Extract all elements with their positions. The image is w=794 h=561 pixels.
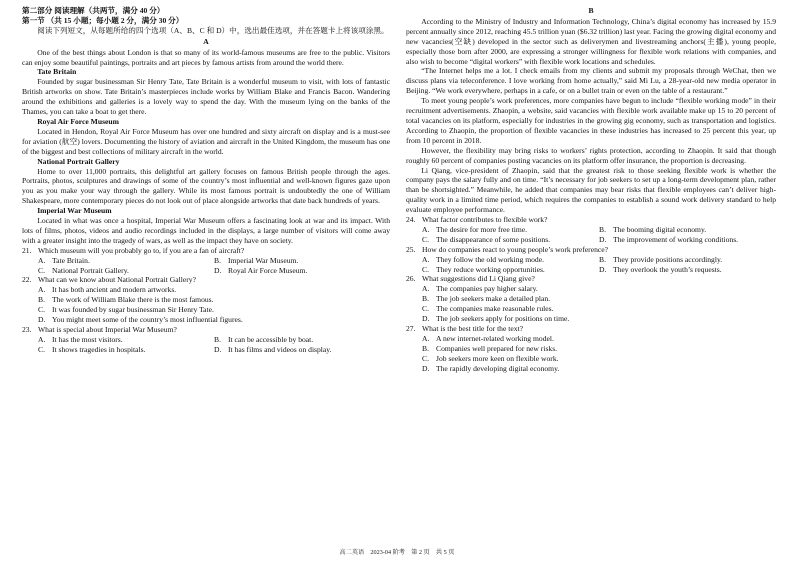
- question-stem: What is the best title for the text?: [422, 324, 524, 333]
- option-letter: C.: [422, 264, 429, 274]
- option-letter: A.: [38, 255, 46, 265]
- option-letter: B.: [599, 254, 606, 264]
- answer-option: [38, 295, 390, 305]
- option-letter: B.: [422, 294, 429, 304]
- answer-option: [214, 256, 390, 266]
- option-letter: C.: [38, 344, 45, 354]
- answer-option: [422, 314, 776, 324]
- passage-b-paragraph: According to the Ministry of Industry and Information Technology, China’s digital economy has increased by 15.9 percent annually since 2012, reaching 45.5 trillion yuan ($6.32 trillion) last year. Facing the growing digital economy and new vacancies(空缺) developed in the sector such as deliverymen and livestreaming anchors(主播), young people, especially those born after 2000, are expressing a stronger willingness for flexible work relations with companies, and also wish to become “digital workers” with flexible work locations and schedules.: [406, 16, 776, 66]
- answer-option: [422, 284, 776, 294]
- part-title: 第二部分 阅读理解（共两节，满分 40 分）: [22, 6, 165, 15]
- option-text: The improvement of working conditions.: [613, 234, 739, 244]
- option-letter: C.: [38, 265, 45, 275]
- passage-b-body: [406, 17, 776, 215]
- option-text: National Portrait Gallery.: [52, 265, 129, 275]
- option-text: Imperial War Museum.: [228, 255, 299, 265]
- left-column: [22, 6, 390, 355]
- passage-b-paragraph: To meet young people’s work preferences, more companies have begun to include “flexible working mode” in their recruitment advertisements. Zhaopin, a website, said vacancies with flexible work available make up 15 to 20 percent of total vacancies on its platform, especially for industries in the growing gig economy, such as transportation and logistics. According to Zhaopin, the proportion of flexible vacancies in these industries has increased to 25 percent this year, up from 10 percent in 2018.: [406, 96, 776, 145]
- answer-option: [599, 265, 776, 275]
- museum-description: Located in Hendon, Royal Air Force Museum has over one hundred and sixty aircraft on display and is a must-see for aviation (航空) lovers. Documenting the history of aviation and aircraft in the United Kingdom, the museum has one of the biggest and best collections of military aircraft in the world.: [22, 126, 390, 156]
- section-title: 第一节 （共 15 小题；每小题 2 分，满分 30 分）: [22, 15, 184, 25]
- option-letter: B.: [422, 343, 429, 353]
- option-text: They overlook the youth’s requests.: [613, 264, 722, 274]
- option-text: They reduce working opportunities.: [436, 264, 545, 274]
- answer-option: [38, 266, 214, 276]
- option-letter: A.: [422, 254, 430, 264]
- answer-option: [422, 265, 599, 275]
- option-text: It shows tragedies in hospitals.: [52, 344, 146, 354]
- page-footer: 高二英语 2023-04 阶考 第 2 页 共 5 页: [339, 548, 455, 556]
- answer-option: [38, 345, 214, 355]
- option-letter: D.: [214, 344, 222, 354]
- question-27: [406, 324, 776, 374]
- answer-option: [422, 334, 776, 344]
- option-text: The disappearance of some positions.: [436, 234, 551, 244]
- option-text: The job seekers apply for positions on time.: [436, 314, 570, 324]
- option-text: The work of William Blake there is the most famous.: [52, 295, 214, 305]
- museum-heading: Imperial War Museum: [37, 206, 112, 216]
- question-number: 26.: [406, 274, 416, 284]
- question-22: [22, 275, 390, 325]
- museum-description: Home to over 11,000 portraits, this delightful art gallery focuses on famous British people through the ages. Portraits, photos, sculptures and drawings of some of the country’s most influential and well-known figures gaze upon you as you make your way through the gallery. While its most famous portrait is undoubtedly the one of William Shakespeare, more contemporary pieces do not look out of place alongside artworks that date back hundreds of years.: [22, 166, 390, 206]
- option-text: A new internet-related working model.: [436, 333, 554, 343]
- option-letter: D.: [214, 265, 222, 275]
- option-list: [406, 255, 776, 275]
- question-stem: What suggestions did Li Qiang give?: [422, 274, 535, 284]
- option-text: It can be accessible by boat.: [228, 334, 314, 344]
- question-stem: How do companies react to young people’s work preference?: [422, 244, 608, 254]
- answer-option: [599, 225, 776, 235]
- answer-option: [214, 345, 390, 355]
- passage-b-paragraph: Li Qiang, vice-president of Zhaopin, said that the greatest risk to those seeking flexible work is whether the company pays the salary fully and on time. “It’s necessary for job seekers to set up a long-term development plan, rather than be shortsighted.” Meanwhile, he added that companies may bear risks that flexible employees can’t deliver high-quality work in a limited time period, which requires the companies to establish a sound work delivery standard to help evaluate employee performance.: [406, 165, 776, 215]
- question-stem: What is special about Imperial War Museum?: [38, 325, 177, 334]
- museum-description: Founded by sugar businessman Sir Henry Tate, Tate Britain is a wonderful museum to visit, with lots of fantastic British artworks on show. Tate Britain’s masterpieces include works by William Blake and Francis Bacon. Wandering around the exhibitions and galleries is a lovely way to spend the day. With the museum lying on the banks of the Thames, you can take a boat to get there.: [22, 77, 390, 117]
- option-text: Job seekers more keen on flexible work.: [436, 353, 559, 363]
- question-24: [406, 215, 776, 245]
- answer-option: [599, 235, 776, 245]
- option-list: [406, 284, 776, 324]
- question-23: [22, 325, 390, 355]
- passage-b-paragraph: However, the flexibility may bring risks to workers’ rights protection, according to Zhaopin. It said that though roughly 60 percent of companies posting vacancies on its platform offer insurance, the proportion is decreasing.: [406, 145, 776, 165]
- option-text: The booming digital economy.: [613, 224, 707, 234]
- option-text: The companies make reasonable rules.: [436, 304, 554, 314]
- option-letter: B.: [214, 334, 221, 344]
- option-letter: D.: [422, 314, 430, 324]
- answer-option: [38, 305, 390, 315]
- question-number: 24.: [406, 215, 416, 225]
- museum-description: Located in what was once a hospital, Imperial War Museum offers a fascinating look at war and its impact. With lots of films, photos, videos and audio recordings included in the displays, a large number of visitors will come away with a greater insight into the tragedy of wars, as well as the impact they have on society.: [22, 216, 390, 245]
- answer-option: [422, 294, 776, 304]
- option-text: The job seekers make a detailed plan.: [436, 294, 551, 304]
- option-text: You might meet some of the country’s most influential figures.: [52, 315, 243, 325]
- option-list: [406, 225, 776, 245]
- option-letter: C.: [422, 353, 429, 363]
- question-number: 21.: [22, 245, 32, 255]
- option-letter: C.: [38, 305, 45, 315]
- answer-option: [422, 255, 599, 265]
- option-letter: C.: [422, 234, 429, 244]
- museum-heading: National Portrait Gallery: [37, 156, 120, 166]
- question-26: [406, 274, 776, 324]
- question-25: [406, 245, 776, 275]
- answer-option: [422, 225, 599, 235]
- museum-list: [22, 67, 390, 245]
- question-number: 27.: [406, 324, 416, 333]
- option-letter: A.: [422, 224, 430, 234]
- option-letter: D.: [599, 264, 607, 274]
- answer-option: [422, 344, 776, 354]
- option-text: It has both ancient and modern artworks.: [52, 285, 177, 295]
- option-list: [22, 285, 390, 325]
- option-text: They provide positions accordingly.: [613, 254, 723, 264]
- museum-heading: Royal Air Force Museum: [37, 116, 119, 126]
- instructions: 阅读下列短文，从每题所给的四个选项（A、B、C 和 D）中，选出最佳选项，并在答题卡上将该项涂黑。: [37, 25, 389, 35]
- option-text: Tate Britain.: [52, 255, 90, 265]
- option-list: [406, 334, 776, 374]
- passage-a-letter: A: [203, 36, 209, 46]
- option-list: [22, 256, 390, 276]
- option-text: It was founded by sugar businessman Sir Henry Tate.: [52, 305, 214, 315]
- question-number: 22.: [22, 275, 32, 285]
- option-text: The companies pay higher salary.: [436, 284, 538, 294]
- option-text: Royal Air Force Museum.: [228, 265, 308, 275]
- answer-option: [422, 304, 776, 314]
- question-number: 23.: [22, 325, 32, 334]
- option-letter: D.: [422, 363, 430, 373]
- question-21: [22, 246, 390, 276]
- answer-option: [422, 364, 776, 374]
- answer-option: [38, 315, 390, 325]
- option-list: [22, 335, 390, 355]
- option-letter: D.: [599, 234, 607, 244]
- answer-option: [214, 335, 390, 345]
- option-letter: B.: [599, 224, 606, 234]
- answer-option: [38, 256, 214, 266]
- answer-option: [214, 266, 390, 276]
- answer-option: [38, 335, 214, 345]
- museum-heading: Tate Britain: [37, 67, 77, 77]
- right-column: [406, 6, 776, 374]
- option-text: The rapidly developing digital economy.: [436, 363, 560, 373]
- option-text: It has the most visitors.: [52, 334, 123, 344]
- answer-option: [599, 255, 776, 265]
- option-letter: B.: [38, 295, 45, 305]
- option-text: It has films and videos on display.: [228, 344, 332, 354]
- passage-a-intro: One of the best things about London is that so many of its world-famous museums are free to the public. Visitors can enjoy some beautiful paintings, portraits and art pieces by famous artists from around the world there.: [22, 47, 390, 67]
- option-letter: D.: [38, 315, 46, 325]
- questions-a: [22, 246, 390, 355]
- question-stem: Which museum will you probably go to, if you are a fan of aircraft?: [38, 245, 245, 255]
- question-stem: What can we know about National Portrait Gallery?: [38, 275, 196, 285]
- questions-b: [406, 215, 776, 374]
- option-letter: A.: [38, 334, 46, 344]
- option-letter: C.: [422, 304, 429, 314]
- option-letter: A.: [38, 285, 46, 295]
- option-text: They follow the old working mode.: [436, 254, 544, 264]
- answer-option: [422, 354, 776, 364]
- passage-b-letter: B: [588, 6, 594, 15]
- passage-b-paragraph: “The Internet helps me a lot. I check emails from my clients and submit my proposals through WeChat, then we discuss plans via teleconference. I love working from home actually,” said Mi Lu, a 28-year-old new media operator in Beijing. “We work everywhere, perhaps in a cafe, or on a bullet train or even on the table of a restaurant.”: [406, 66, 776, 96]
- question-number: 25.: [406, 244, 416, 254]
- option-letter: A.: [422, 333, 430, 343]
- option-text: Companies well prepared for new risks.: [436, 343, 558, 353]
- answer-option: [38, 285, 390, 295]
- answer-option: [422, 235, 599, 245]
- option-letter: B.: [214, 255, 221, 265]
- option-letter: A.: [422, 284, 430, 294]
- question-stem: What factor contributes to flexible work?: [422, 215, 548, 225]
- option-text: The desire for more free time.: [436, 224, 528, 234]
